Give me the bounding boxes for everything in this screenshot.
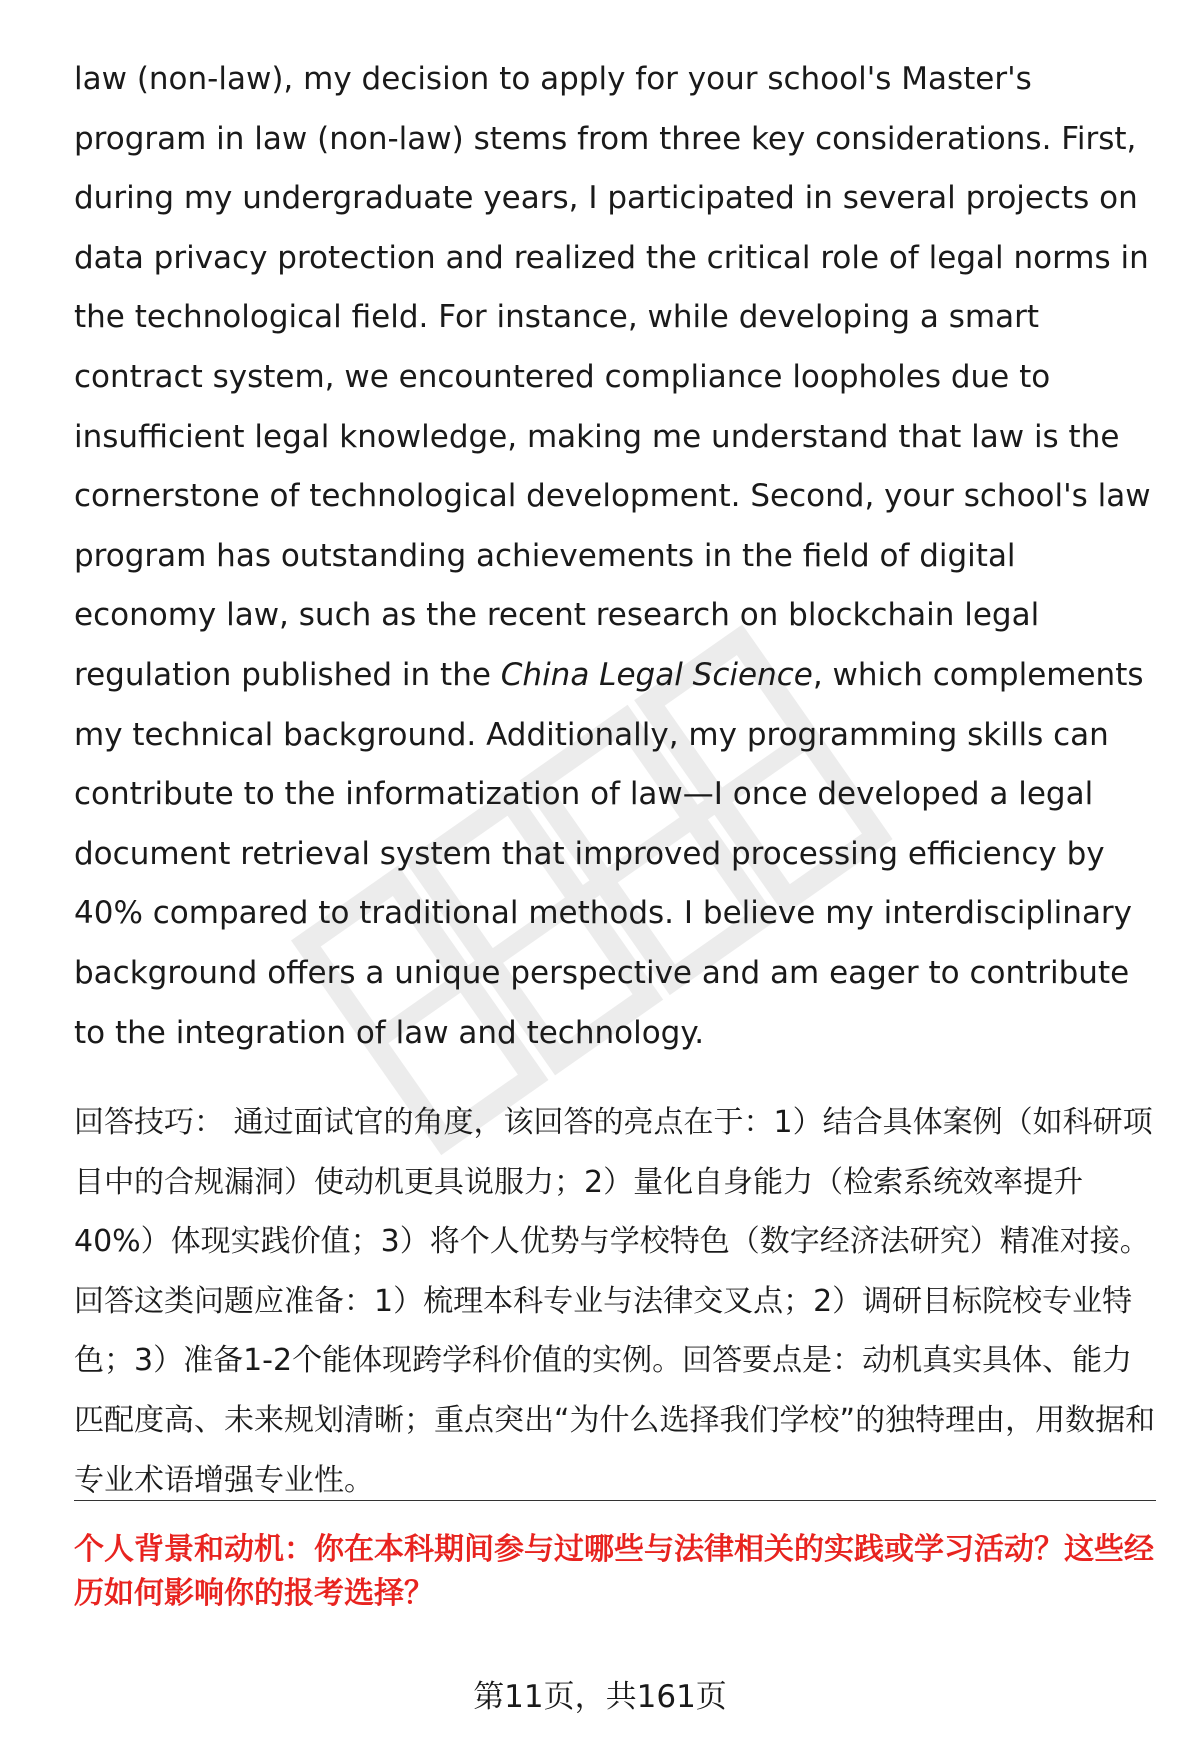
answer-text-part1: law (non-law), my decision to apply for your school's Master's program in law (non-law) stems from three key considerations. First, during my undergraduate years, I participated in several projects on data privacy protection and realized the critical role of legal norms in the technological field. For instance, while developing a smart contract system, we encountered compliance loopholes due to insufficient legal knowledge, making me understand that law is the cornerstone of technological development. Second, your school's law program has outstanding achievements in the field of digital economy law, such as the recent research on blockchain legal regulation published in the — [74, 61, 1151, 693]
page-number: 第11页，共161页 — [473, 1679, 727, 1715]
main-content — [74, 50, 1159, 1510]
journal-title: China Legal Science — [500, 656, 813, 693]
next-question: 个人背景和动机：你在本科期间参与过哪些与法律相关的实践或学习活动？这些经历如何影响你的报考选择？ — [74, 1532, 1154, 1611]
answer-text-part2: , which complements my technical background. Additionally, my programming skills can contribute to the informatization of law—I once developed a legal document retrieval system that improved processing efficiency by 40% compared to traditional methods. I believe my interdisciplinary background offers a unique perspective and am eager to contribute to the integration of law and technology. — [74, 656, 1144, 1051]
answer-tips: 回答技巧： 通过面试官的角度，该回答的亮点在于：1）结合具体案例（如科研项目中的合规漏洞）使动机更具说服力；2）量化自身能力（检索系统效率提升40%）体现实践价值；3）将个人优势与学校特色（数字经济法研究）精准对接。回答这类问题应准备：1）梳理本科专业与法律交叉点；2）调研目标院校专业特色；3）准备1-2个能体现跨学科价值的实例。回答要点是：动机真实具体、能力匹配度高、未来规划清晰；重点突出“为什么选择我们学校”的独特理由，用数据和专业术语增强专业性。 — [74, 1105, 1156, 1498]
section-divider — [74, 1500, 1156, 1501]
sample-answer — [74, 50, 1159, 1063]
